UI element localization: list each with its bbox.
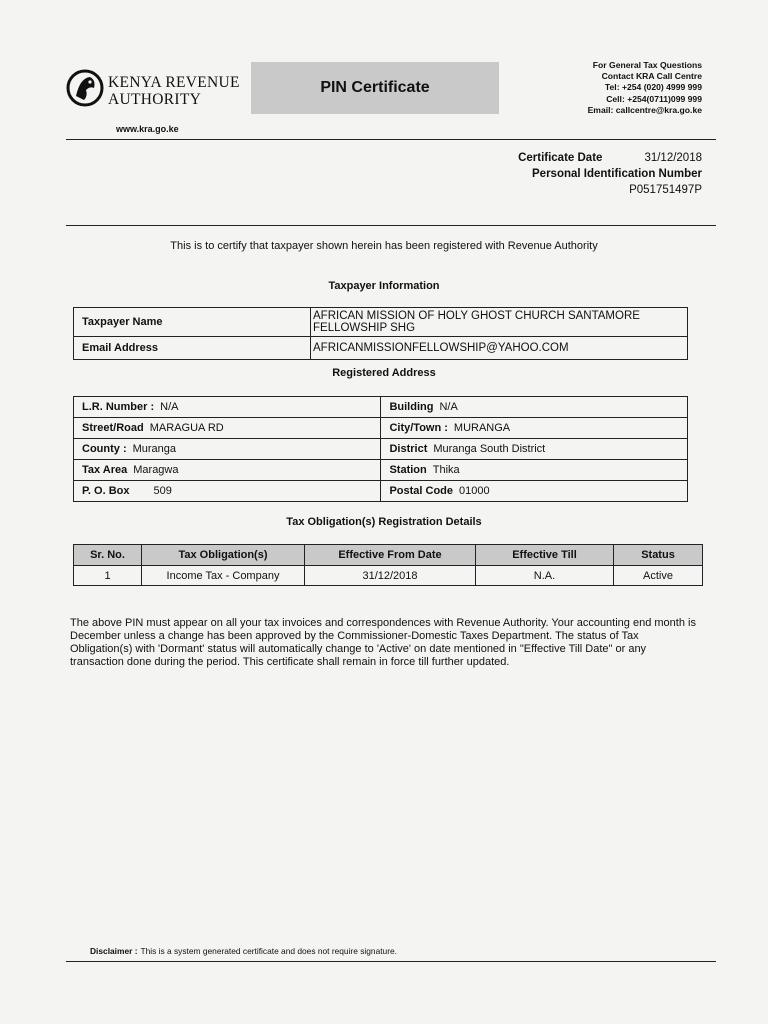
address-cell	[381, 418, 688, 439]
col-status: Status	[614, 545, 703, 566]
table-row	[74, 418, 688, 439]
lion-emblem-icon	[66, 68, 104, 108]
pin-label: Personal Identification Number	[532, 168, 702, 180]
county-label: County :	[82, 443, 127, 455]
tax-area-value: Maragwa	[133, 464, 179, 476]
contact-phone: Tel: +254 (020) 4999 999	[604, 82, 702, 93]
contact-cell: Cell: +254(0711)099 999	[606, 93, 702, 104]
taxpayer-name-value: AFRICAN MISSION OF HOLY GHOST CHURCH SANTAMORE FELLOWSHIP SHG	[311, 308, 688, 337]
pin-value: P051751497P	[629, 184, 702, 196]
table-row	[74, 460, 688, 481]
address-table	[73, 396, 688, 502]
contact-line: For General Tax Questions	[592, 60, 702, 70]
table-row	[74, 566, 703, 586]
station-label: Station	[389, 464, 427, 476]
table-row	[74, 481, 688, 502]
street-value: MARAGUA RD	[149, 422, 224, 434]
certificate-date-value: 31/12/2018	[644, 152, 702, 164]
cert-divider	[66, 225, 716, 226]
city-label: City/Town :	[389, 422, 448, 434]
footer-divider	[66, 961, 716, 962]
station-value: Thika	[432, 464, 460, 476]
postal-code-value: 01000	[459, 485, 490, 497]
contact-line: Contact KRA Call Centre	[601, 71, 702, 82]
certificate-info	[518, 150, 702, 198]
disclaimer-label: Disclaimer :	[90, 946, 138, 956]
address-section-title: Registered Address	[332, 367, 436, 379]
taxpayer-section-title: Taxpayer Information	[328, 280, 440, 292]
table-row	[74, 337, 688, 360]
district-value: Muranga South District	[433, 443, 546, 455]
building-label: Building	[389, 401, 434, 413]
address-cell	[381, 460, 688, 481]
table-header-row	[74, 545, 703, 566]
certificate-date-label: Certificate Date	[518, 152, 603, 164]
contact-block	[588, 60, 702, 116]
taxpayer-name-label: Taxpayer Name	[74, 308, 311, 337]
effective-till-cell: N.A.	[476, 566, 614, 586]
email-label: Email Address	[74, 337, 311, 360]
effective-from-cell: 31/12/2018	[305, 566, 476, 586]
lr-number-value: N/A	[160, 401, 179, 413]
po-box-value: 509	[153, 485, 172, 497]
contact-email[interactable]: Email: callcentre@kra.go.ke	[587, 104, 702, 115]
certification-statement: This is to certify that taxpayer shown herein has been registered with Revenue Authority	[170, 240, 598, 252]
address-cell	[74, 460, 381, 481]
address-cell	[74, 481, 381, 502]
tax-area-label: Tax Area	[82, 464, 128, 476]
address-cell	[74, 397, 381, 418]
logo-text-line1: KENYA REVENUE	[108, 74, 240, 91]
postal-code-label: Postal Code	[389, 485, 454, 497]
sr-no-cell: 1	[74, 566, 142, 586]
address-cell	[74, 439, 381, 460]
table-row	[74, 439, 688, 460]
county-value: Muranga	[132, 443, 177, 455]
col-sr-no: Sr. No.	[74, 545, 142, 566]
po-box-label: P. O. Box	[82, 485, 130, 497]
table-row	[74, 397, 688, 418]
obligations-table	[73, 544, 703, 586]
header-divider	[66, 139, 716, 140]
table-row	[74, 308, 688, 337]
address-cell	[74, 418, 381, 439]
kra-logo	[66, 68, 246, 114]
district-label: District	[389, 443, 428, 455]
website-link[interactable]: www.kra.go.ke	[116, 124, 179, 134]
address-cell	[381, 439, 688, 460]
col-tax-obligation: Tax Obligation(s)	[142, 545, 305, 566]
col-effective-till: Effective Till	[476, 545, 614, 566]
building-value: N/A	[439, 401, 458, 413]
obligations-section-title: Tax Obligation(s) Registration Details	[286, 516, 482, 528]
col-effective-from: Effective From Date	[305, 545, 476, 566]
lr-number-label: L.R. Number :	[82, 401, 155, 413]
status-cell: Active	[614, 566, 703, 586]
disclaimer-text: This is a system generated certificate and does not require signature.	[140, 946, 397, 956]
pin-notice-paragraph: The above PIN must appear on all your tax invoices and correspondences with Revenue Authority. Your accounting end month is December unless a change has been approved by the Commissioner-Domestic Taxes Department. The status of Tax Obligation(s) with 'Dormant' status will automatically change to 'Active' on date mentioned in "Effective Till Date" or any transaction done during the period. This certificate shall remain in force till further updated.	[70, 617, 696, 668]
page-title: PIN Certificate	[251, 62, 499, 114]
address-cell	[381, 481, 688, 502]
logo-text-line2: AUTHORITY	[108, 91, 202, 108]
street-label: Street/Road	[82, 422, 144, 434]
tax-obligation-cell: Income Tax - Company	[142, 566, 305, 586]
city-value: MURANGA	[453, 422, 511, 434]
taxpayer-table	[73, 307, 688, 360]
address-cell	[381, 397, 688, 418]
email-value: AFRICANMISSIONFELLOWSHIP@YAHOO.COM	[311, 337, 688, 360]
disclaimer	[90, 946, 397, 956]
